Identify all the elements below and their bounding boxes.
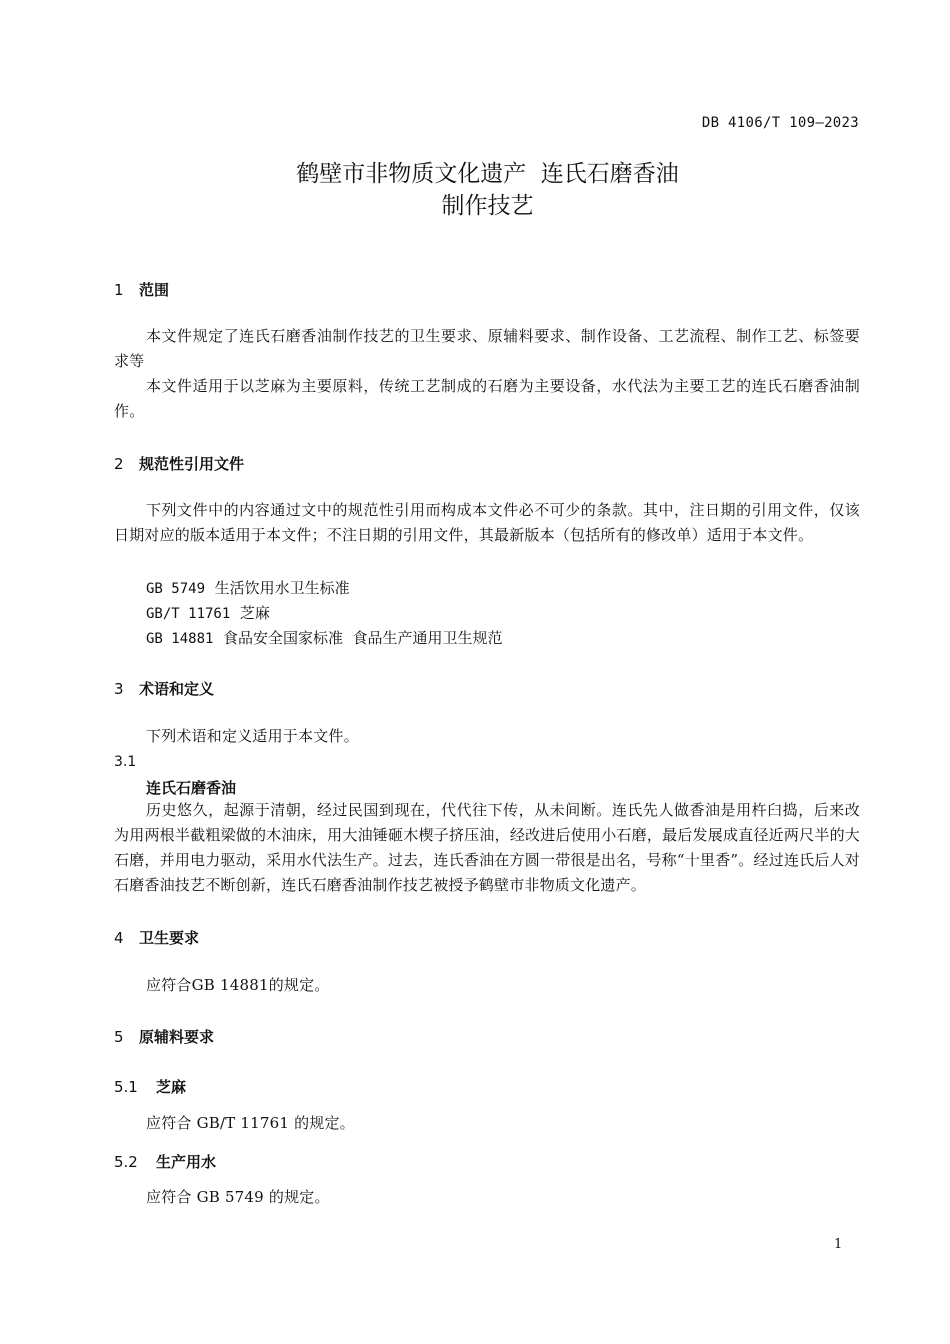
reference-title: 食品安全国家标准 食品生产通用卫生规范 (222, 629, 503, 647)
reference-item (146, 627, 503, 648)
section-number: 5 (114, 1028, 124, 1046)
section-title: 原辅料要求 (139, 1028, 215, 1046)
section-3-heading (114, 678, 214, 699)
title-line-1: 鹤壁市非物质文化遗产 连氏石磨香油 (296, 161, 679, 187)
reference-code: GB 14881 (146, 631, 214, 647)
subsection-number: 5.1 (114, 1078, 138, 1096)
section-title: 规范性引用文件 (139, 455, 245, 473)
section-2-paragraph-1: 下列文件中的内容通过文中的规范性引用而构成本文件必不可少的条款。其中，注日期的引用文件，仅该日期对应的版本适用于本文件；不注日期的引用文件，其最新版本（包括所有的修改单）适用于本文件。 (114, 501, 860, 544)
document-number: DB 4106/T 109—2023 (701, 115, 859, 131)
document-title (0, 158, 950, 222)
subsection-5-2-heading (114, 1151, 216, 1172)
term-number: 3.1 (114, 754, 137, 770)
section-title: 术语和定义 (139, 680, 215, 698)
reference-item (146, 602, 270, 623)
section-3-paragraph-1: 下列术语和定义适用于本文件。 (146, 727, 359, 745)
reference-code: GB 5749 (146, 581, 206, 597)
section-1-paragraph-2: 本文件适用于以芝麻为主要原料，传统工艺制成的石磨为主要设备，水代法为主要工艺的连氏石磨香油制作。 (114, 377, 860, 420)
section-title: 范围 (139, 281, 170, 299)
title-line-2: 制作技艺 (441, 193, 534, 219)
section-4-paragraph-1: 应符合GB 14881的规定。 (146, 976, 330, 994)
subsection-number: 5.2 (114, 1153, 138, 1171)
page-number: 1 (834, 1237, 843, 1252)
reference-code: GB/T 11761 (146, 606, 231, 622)
section-1-paragraph-1: 本文件规定了连氏石磨香油制作技艺的卫生要求、原辅料要求、制作设备、工艺流程、制作工艺、标签要求等 (114, 327, 860, 370)
section-4-heading (114, 927, 199, 948)
subsection-title: 生产用水 (156, 1153, 217, 1171)
subsection-title: 芝麻 (156, 1078, 187, 1096)
section-2-heading (114, 453, 244, 474)
section-number: 2 (114, 455, 124, 473)
subsection-5-2-paragraph: 应符合 GB 5749 的规定。 (146, 1188, 330, 1206)
section-1-heading (114, 279, 169, 300)
section-title: 卫生要求 (139, 929, 200, 947)
subsection-5-1-heading (114, 1076, 186, 1097)
section-number: 3 (114, 680, 124, 698)
section-5-heading (114, 1026, 214, 1047)
term-name: 连氏石磨香油 (146, 779, 237, 797)
section-number: 4 (114, 929, 124, 947)
reference-title: 生活饮用水卫生标准 (214, 579, 350, 597)
reference-title: 芝麻 (239, 604, 270, 622)
reference-item (146, 577, 350, 598)
term-definition: 历史悠久，起源于清朝，经过民国到现在，代代往下传，从未间断。连氏先人做香油是用杵臼捣，后来改为用两根半截粗梁做的木油床，用大油锤砸木楔子挤压油，经改进后使用小石磨，最后发展成直径近两尺半的大石磨，并用电力驱动，采用水代法生产。过去，连氏香油在方圆一带很是出名，号称“十里香”。经过连氏后人对石磨香油技艺不断创新，连氏石磨香油制作技艺被授予鹤壁市非物质文化遗产。 (114, 801, 860, 894)
section-number: 1 (114, 281, 124, 299)
subsection-5-1-paragraph: 应符合 GB/T 11761 的规定。 (146, 1114, 355, 1132)
